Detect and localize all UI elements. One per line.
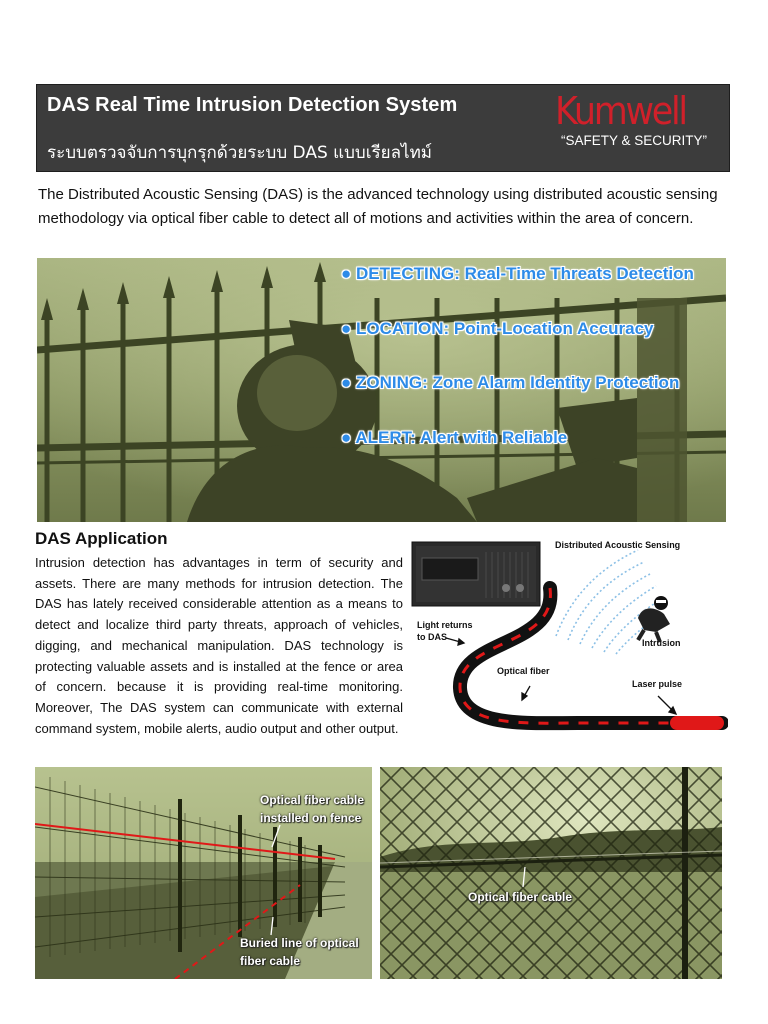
section-body: Intrusion detection has advantages in term of security and assets. There are many methods for intrusion detection. The DAS has lately received considerable attention as a means to detect and localize third party threats, approach of vehicles, digging, and mechanical manipulation. DAS technology is protecting valuable assets and is installed at the fence or area of concern. because it is providing real-time monitoring. Moreover, The DAS system can communicate with external command system, mobile alerts, audio output and other output.	[35, 555, 403, 736]
light-pulse-path	[460, 588, 722, 723]
diagram-title: Distributed Acoustic Sensing	[555, 540, 681, 550]
brand-slogan: “SAFETY & SECURITY”	[561, 133, 708, 148]
feature-detecting: ● DETECTING: Real-Time Threats Detection	[341, 264, 694, 283]
das-diagram	[408, 528, 728, 746]
laser-pulse	[670, 716, 724, 730]
header-banner	[36, 84, 730, 172]
feature-alert: ● ALERT: Alert with Reliable	[341, 428, 568, 447]
feature-location: ● LOCATION: Point-Location Accuracy	[341, 319, 654, 338]
page-title: DAS Real Time Intrusion Detection System	[47, 94, 458, 116]
intruder-icon	[638, 596, 670, 642]
intro-paragraph: The Distributed Acoustic Sensing (DAS) is the advanced technology using distributed acoustic sensing methodology via optical fiber cable to detect all of motions and activities within the area of concern.	[38, 186, 718, 228]
label-buried-line: Buried line of optical	[240, 936, 359, 950]
label-optical-fiber: Optical fiber	[497, 666, 550, 676]
feature-zoning: ● ZONING: Zone Alarm Identity Protection	[341, 373, 680, 392]
section-heading: DAS Application	[35, 529, 168, 548]
label-laser-pulse: Laser pulse	[632, 679, 683, 689]
brand-logo: Kumwell	[555, 89, 686, 133]
label-fiber-on-fence: Optical fiber cable	[260, 793, 365, 807]
label-fiber-cable: Optical fiber cable	[468, 890, 573, 904]
label-light-returns-2: to DAS	[417, 632, 447, 642]
label-buried-line-2: fiber cable	[240, 954, 301, 968]
label-intrusion: Intrusion	[642, 638, 681, 648]
fence-photo-right	[380, 767, 722, 979]
fence-photo-right-graphic	[380, 767, 722, 979]
fence-photo-left	[35, 767, 372, 979]
label-light-returns: Light returns	[417, 620, 473, 630]
das-diagram-graphic	[408, 528, 728, 746]
page-subtitle-thai: ระบบตรวจจับการบุกรุกด้วยระบบ DAS แบบเรียลไทม์	[47, 143, 432, 163]
label-fiber-on-fence-2: installed on fence	[260, 811, 362, 825]
optical-fiber-cable	[460, 588, 722, 723]
hero-image	[37, 258, 726, 522]
